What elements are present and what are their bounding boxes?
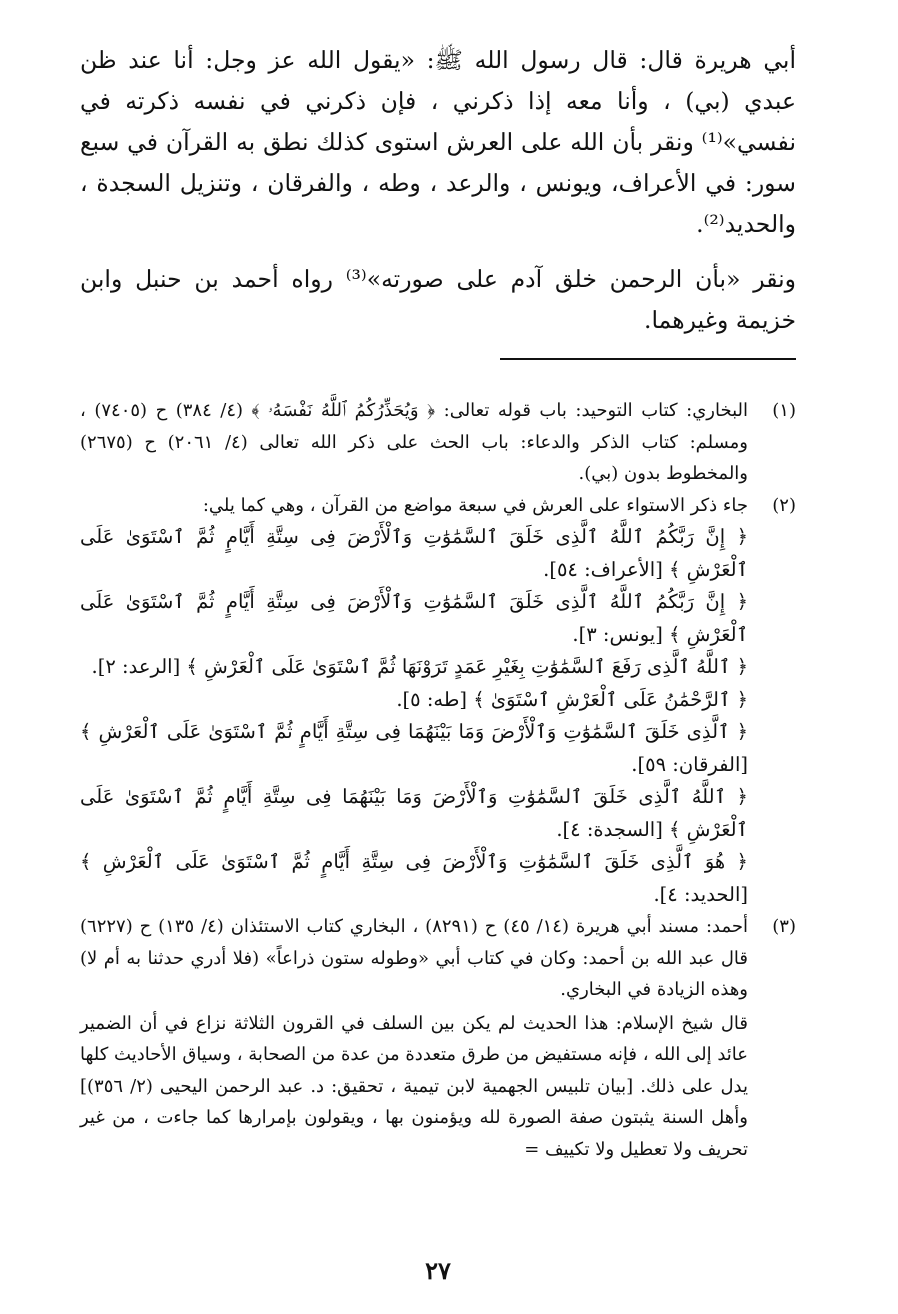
footnote-2 <box>80 490 796 912</box>
verse-citation: ﴿ إِنَّ رَبَّكُمُ ٱللَّهُ ٱلَّذِى خَلَقَ ٱلسَّمَٰوَٰتِ وَٱلْأَرْضَ فِى سِتَّةِ أَيَّامٍ ثُمَّ ٱسْتَوَىٰ عَلَى ٱلْعَرْشِ ﴾ [يونس: ٣]. <box>80 590 748 646</box>
main-text <box>80 40 796 341</box>
footnote-2-intro: جاء ذكر الاستواء على العرش في سبعة مواضع من القرآن ، وهي كما يلي: <box>202 494 748 516</box>
verse-citation: ﴿ ٱلرَّحْمَٰنُ عَلَى ٱلْعَرْشِ ٱسْتَوَىٰ ﴾ [طه: ٥]. <box>396 687 748 711</box>
footnote-number: (٢) <box>772 494 796 516</box>
verse-citation: ﴿ إِنَّ رَبَّكُمُ ٱللَّهُ ٱلَّذِى خَلَقَ ٱلسَّمَٰوَٰتِ وَٱلْأَرْضَ فِى سِتَّةِ أَيَّامٍ ثُمَّ ٱسْتَوَىٰ عَلَى ٱلْعَرْشِ ﴾ [الأعراف: ٥٤]. <box>80 525 748 581</box>
main-paragraph-1: أبي هريرة قال: قال رسول الله ﷺ: «يقول الله عز وجل: أنا عند ظن عبدي (بي) ، وأنا معه إذا ذكرني ، فإن ذكرني في نفسه ذكرته في نفسي»⁽¹⁾ ونقر بأن الله على العرش استوى كذلك نطق به القرآن في سبع سور: في الأعراف، ويونس ، والرعد ، وطه ، والفرقان ، وتنزيل السجدة ، والحديد⁽²⁾. <box>80 46 796 238</box>
verse-citation: ﴿ هُوَ ٱلَّذِى خَلَقَ ٱلسَّمَٰوَٰتِ وَٱلْأَرْضَ فِى سِتَّةِ أَيَّامٍ ثُمَّ ٱسْتَوَىٰ عَلَى ٱلْعَرْشِ ﴾ [الحديد: ٤]. <box>80 850 748 906</box>
footnote-3-quote: قال شيخ الإسلام: هذا الحديث لم يكن بين السلف في القرون الثلاثة نزاع في أن الضمير عائد إلى الله ، فإنه مستفيض من طرق متعددة من عدة من الصحابة ، وسياق الأحاديث كلها يدل على ذلك. [بيان تلبيس الجهمية لابن تيمية ، تحقيق: د. عبد الرحمن اليحيى (٢/ ٣٥٦)] وأهل السنة يثبتون صفة الصورة لله ويؤمنون بها ، ويقولون بإمرارها كما جاءت ، من غير تحريف ولا تعطيل ولا تكييف = <box>80 1012 748 1160</box>
footnote-number: (١) <box>772 400 796 421</box>
verse-citation: ﴿ ٱللَّهُ ٱلَّذِى رَفَعَ ٱلسَّمَٰوَٰتِ بِغَيْرِ عَمَدٍ تَرَوْنَهَا ثُمَّ ٱسْتَوَىٰ عَلَى ٱلْعَرْشِ ﴾ [الرعد: ٢]. <box>91 655 748 678</box>
footnote-number: (٣) <box>772 916 796 937</box>
footnote-separator <box>500 358 796 360</box>
footnote-3 <box>80 911 796 1165</box>
page-number: ٢٧ <box>425 1256 451 1285</box>
verse-citation: ﴿ ٱلَّذِى خَلَقَ ٱلسَّمَٰوَٰتِ وَٱلْأَرْضَ وَمَا بَيْنَهُمَا فِى سِتَّةِ أَيَّامٍ ثُمَّ ٱسْتَوَىٰ عَلَى ٱلْعَرْشِ ﴾ [الفرقان: ٥٩]. <box>80 720 748 776</box>
footnote-1-text: البخاري: كتاب التوحيد: باب قوله تعالى: ﴿ وَيُحَذِّرُكُمُ ٱللَّهُ نَفْسَهُۥ ﴾ (٤/ ٣٨٤) ح (٧٤٠٥) ، ومسلم: كتاب الذكر والدعاء: باب الحث على ذكر الله تعالى (٤/ ٢٠٦١) ح (٢٦٧٥) والمخطوط بدون (بي). <box>80 400 749 484</box>
footnotes <box>80 395 796 1165</box>
book-page <box>80 40 796 1290</box>
main-paragraph-2: ونقر «بأن الرحمن خلق آدم على صورته»⁽³⁾ رواه أحمد بن حنبل وابن خزيمة وغيرهما. <box>80 265 796 334</box>
footnote-1 <box>80 395 796 490</box>
verse-citation: ﴿ ٱللَّهُ ٱلَّذِى خَلَقَ ٱلسَّمَٰوَٰتِ وَٱلْأَرْضَ وَمَا بَيْنَهُمَا فِى سِتَّةِ أَيَّامٍ ثُمَّ ٱسْتَوَىٰ عَلَى ٱلْعَرْشِ ﴾ [السجدة: ٤]. <box>80 785 748 841</box>
footnote-3-text: أحمد: مسند أبي هريرة (١٤/ ٤٥) ح (٨٢٩١) ، البخاري كتاب الاستئذان (٤/ ١٣٥) ح (٦٢٢٧) قال عبد الله بن أحمد: وكان في كتاب أبي «وطوله ستون ذراعاً» (فلا أدري حدثنا به أم لا) وهذه الزيادة في البخاري. <box>80 916 748 1000</box>
